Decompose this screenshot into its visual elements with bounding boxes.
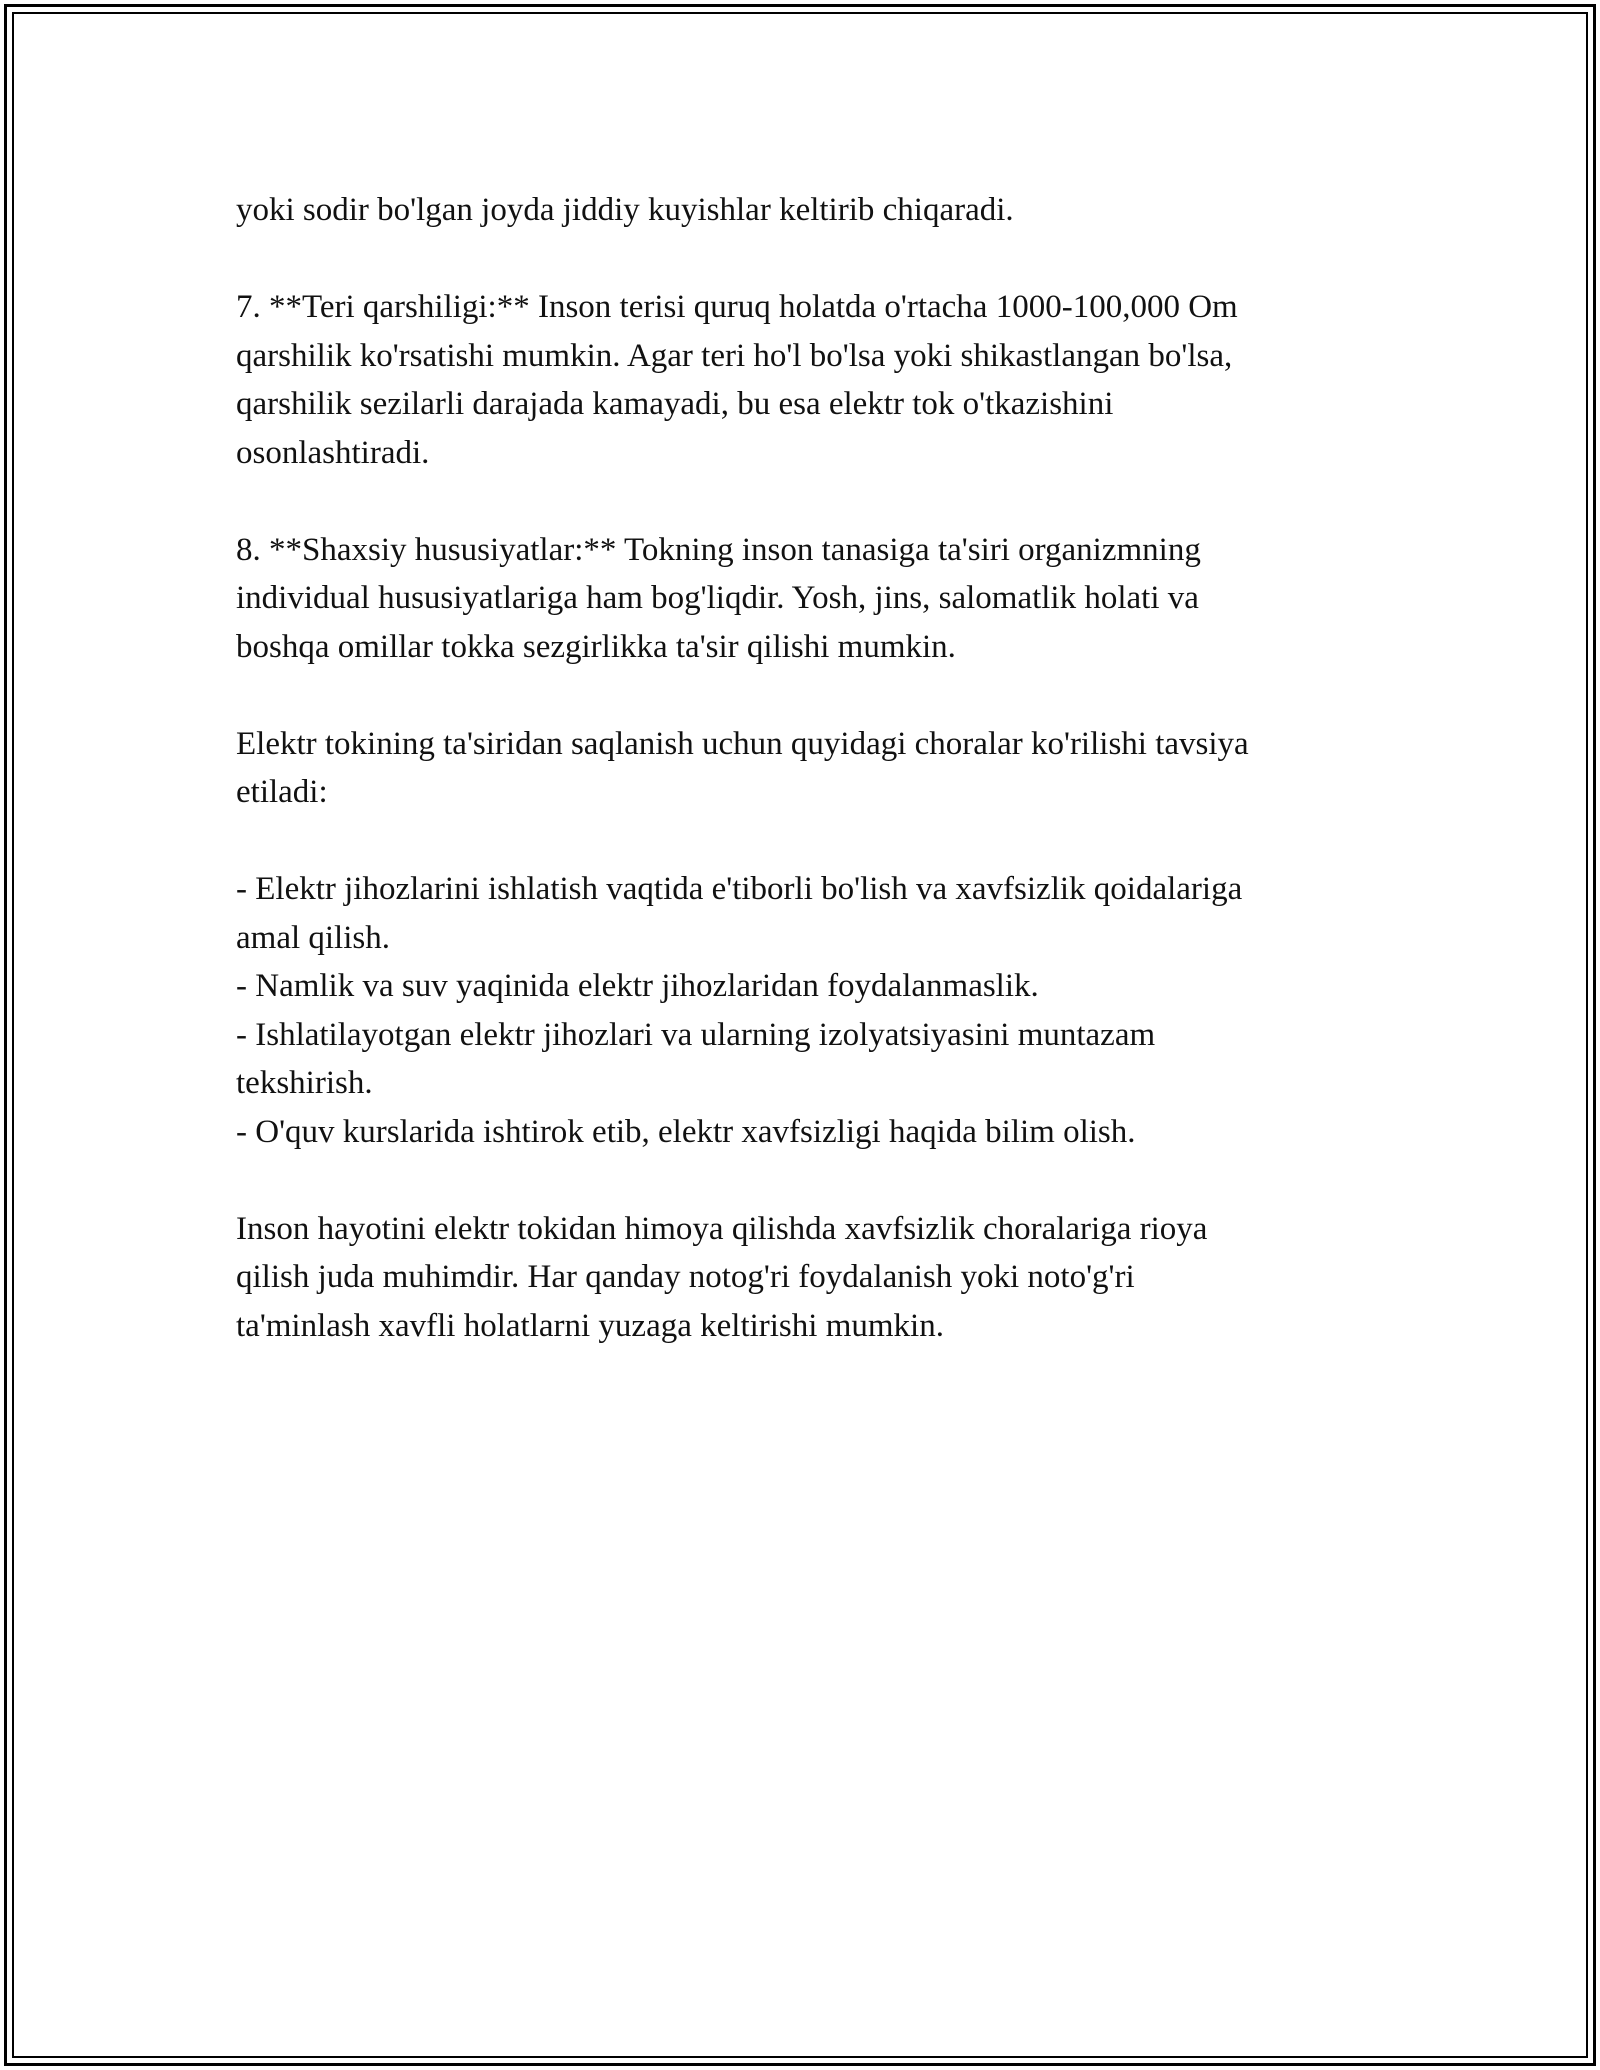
text-line: Elektr tokining ta'siridan saqlanish uchun quyidagi choralar ko'rilishi tavsiya <box>236 725 1249 762</box>
list-item-line: - Elektr jihozlarini ishlatish vaqtida e'tiborli bo'lish va xavfsizlik qoidalariga <box>236 871 1243 907</box>
text-line: Inson hayotini elektr tokidan himoya qilishda xavfsizlik choralariga rioya <box>236 1210 1208 1247</box>
list-item-line: amal qilish. <box>236 919 390 956</box>
text-line: boshqa omillar tokka sezgirlikka ta'sir qilishi mumkin. <box>236 628 956 665</box>
paragraph-intro-measures <box>236 720 1396 817</box>
text-line: osonlashtiradi. <box>236 434 430 471</box>
list-item-line: tekshirish. <box>236 1065 373 1101</box>
text-line: etiladi: <box>236 774 328 810</box>
paragraph-continuation <box>236 186 1396 235</box>
paragraph-measures-list <box>236 865 1396 1156</box>
paragraph-item-8 <box>236 526 1396 672</box>
text-line: 7. **Teri qarshiligi:** Inson terisi quruq holatda o'rtacha 1000-100,000 Om <box>236 289 1238 325</box>
text-line: yoki sodir bo'lgan joyda jiddiy kuyishlar keltirib chiqaradi. <box>236 192 1014 228</box>
text-line: qilish juda muhimdir. Har qanday notog'ri foydalanish yoki noto'g'ri <box>236 1259 1135 1295</box>
paragraph-item-7 <box>236 283 1396 477</box>
paragraph-gap <box>236 477 1396 526</box>
paragraph-gap <box>236 1156 1396 1205</box>
paragraph-gap <box>236 671 1396 720</box>
list-item-line: - O'quv kurslarida ishtirok etib, elektr xavfsizligi haqida bilim olish. <box>236 1113 1136 1150</box>
list-item-line: - Ishlatilayotgan elektr jihozlari va ularning izolyatsiyasini muntazam <box>236 1016 1156 1053</box>
paragraph-gap <box>236 235 1396 284</box>
list-item-line: - Namlik va suv yaqinida elektr jihozlaridan foydalanmaslik. <box>236 968 1039 1004</box>
document-body <box>236 186 1396 1350</box>
paragraph-gap <box>236 817 1396 866</box>
text-line: qarshilik sezilarli darajada kamayadi, bu esa elektr tok o'tkazishini <box>236 386 1114 422</box>
text-line: qarshilik ko'rsatishi mumkin. Agar teri ho'l bo'lsa yoki shikastlangan bo'lsa, <box>236 337 1233 374</box>
paragraph-conclusion <box>236 1205 1396 1351</box>
text-line: individual hususiyatlariga ham bog'liqdir. Yosh, jins, salomatlik holati va <box>236 580 1199 616</box>
text-line: ta'minlash xavfli holatlarni yuzaga keltirishi mumkin. <box>236 1307 944 1344</box>
text-line: 8. **Shaxsiy hususiyatlar:** Tokning inson tanasiga ta'siri organizmning <box>236 531 1201 568</box>
